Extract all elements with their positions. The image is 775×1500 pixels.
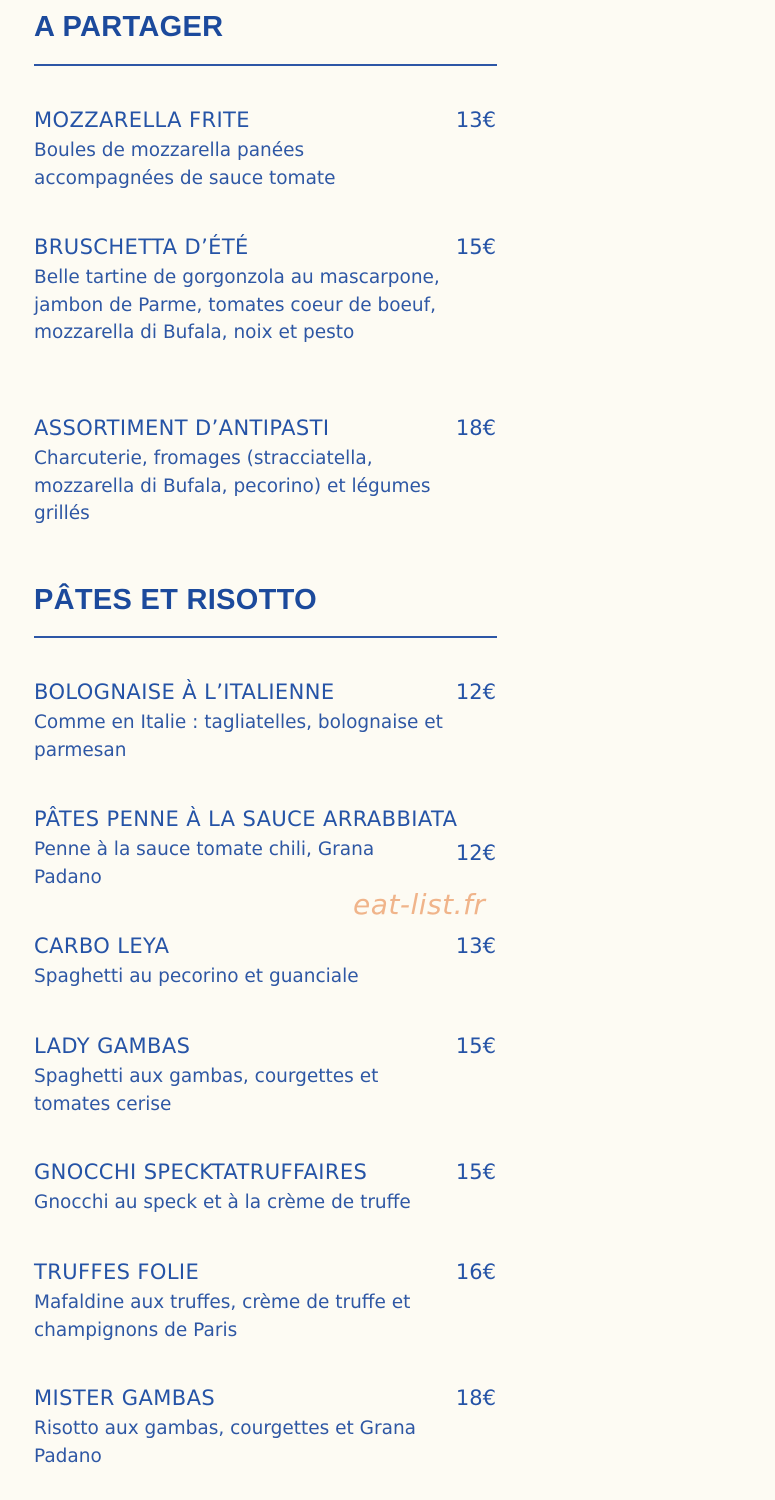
item-description: Risotto aux gambas, courgettes et Grana Padano	[34, 1418, 417, 1467]
item-price: 13€	[455, 108, 496, 132]
watermark: eat-list.fr	[353, 888, 486, 921]
menu-item	[34, 1384, 496, 1470]
item-description: Comme en Italie : tagliatelles, bolognaise et parmesan	[34, 712, 443, 761]
item-description: Spaghetti au pecorino et guanciale	[34, 966, 359, 987]
item-description: Gnocchi au speck et à la crème de truffe	[34, 1192, 411, 1213]
item-price: 15€	[455, 235, 496, 259]
menu-item	[34, 1158, 496, 1217]
section-title-a-partager: A PARTAGER	[34, 11, 224, 43]
menu-item	[34, 805, 496, 891]
menu-item	[34, 233, 496, 347]
item-name: MISTER GAMBAS	[34, 1386, 216, 1410]
section-divider	[34, 636, 497, 638]
item-name: ASSORTIMENT D’ANTIPASTI	[34, 416, 330, 440]
section-title-pates-et-risotto: PÂTES ET RISOTTO	[34, 584, 318, 616]
menu-item	[34, 678, 496, 764]
section-divider	[34, 64, 497, 66]
item-description: Spaghetti aux gambas, courgettes et tomates cerise	[34, 1066, 379, 1115]
item-name: MOZZARELLA FRITE	[34, 108, 250, 132]
item-price: 15€	[455, 1034, 496, 1058]
item-description: Charcuterie, fromages (stracciatella, mozzarella di Bufala, pecorino) et légumes grillés	[34, 448, 431, 524]
menu-item	[34, 106, 496, 192]
item-description: Boules de mozzarella panées accompagnées de sauce tomate	[34, 140, 336, 189]
item-description: Mafaldine aux truffes, crème de truffe et champignons de Paris	[34, 1292, 411, 1341]
item-name: GNOCCHI SPECKTATRUFFAIRES	[34, 1160, 368, 1184]
item-name: LADY GAMBAS	[34, 1034, 191, 1058]
item-description: Penne à la sauce tomate chili, Grana Padano	[34, 839, 375, 888]
menu-item	[34, 414, 496, 528]
item-price: 18€	[455, 1386, 496, 1410]
menu-item	[34, 932, 496, 991]
item-price: 13€	[455, 934, 496, 958]
item-name: BOLOGNAISE À L’ITALIENNE	[34, 680, 335, 704]
item-price: 16€	[455, 1260, 496, 1284]
item-name: CARBO LEYA	[34, 934, 170, 958]
item-price: 12€	[455, 841, 496, 865]
menu-item	[34, 1032, 496, 1118]
item-name: BRUSCHETTA D’ÉTÉ	[34, 235, 249, 259]
menu-item	[34, 1258, 496, 1344]
item-price: 12€	[455, 680, 496, 704]
item-name: PÂTES PENNE À LA SAUCE ARRABBIATA	[34, 807, 458, 831]
item-description: Belle tartine de gorgonzola au mascarpone, jambon de Parme, tomates coeur de boeuf, mozzarella di Bufala, noix et pesto	[34, 267, 440, 343]
item-name: TRUFFES FOLIE	[34, 1260, 200, 1284]
item-price: 18€	[455, 416, 496, 440]
item-price: 15€	[455, 1160, 496, 1184]
